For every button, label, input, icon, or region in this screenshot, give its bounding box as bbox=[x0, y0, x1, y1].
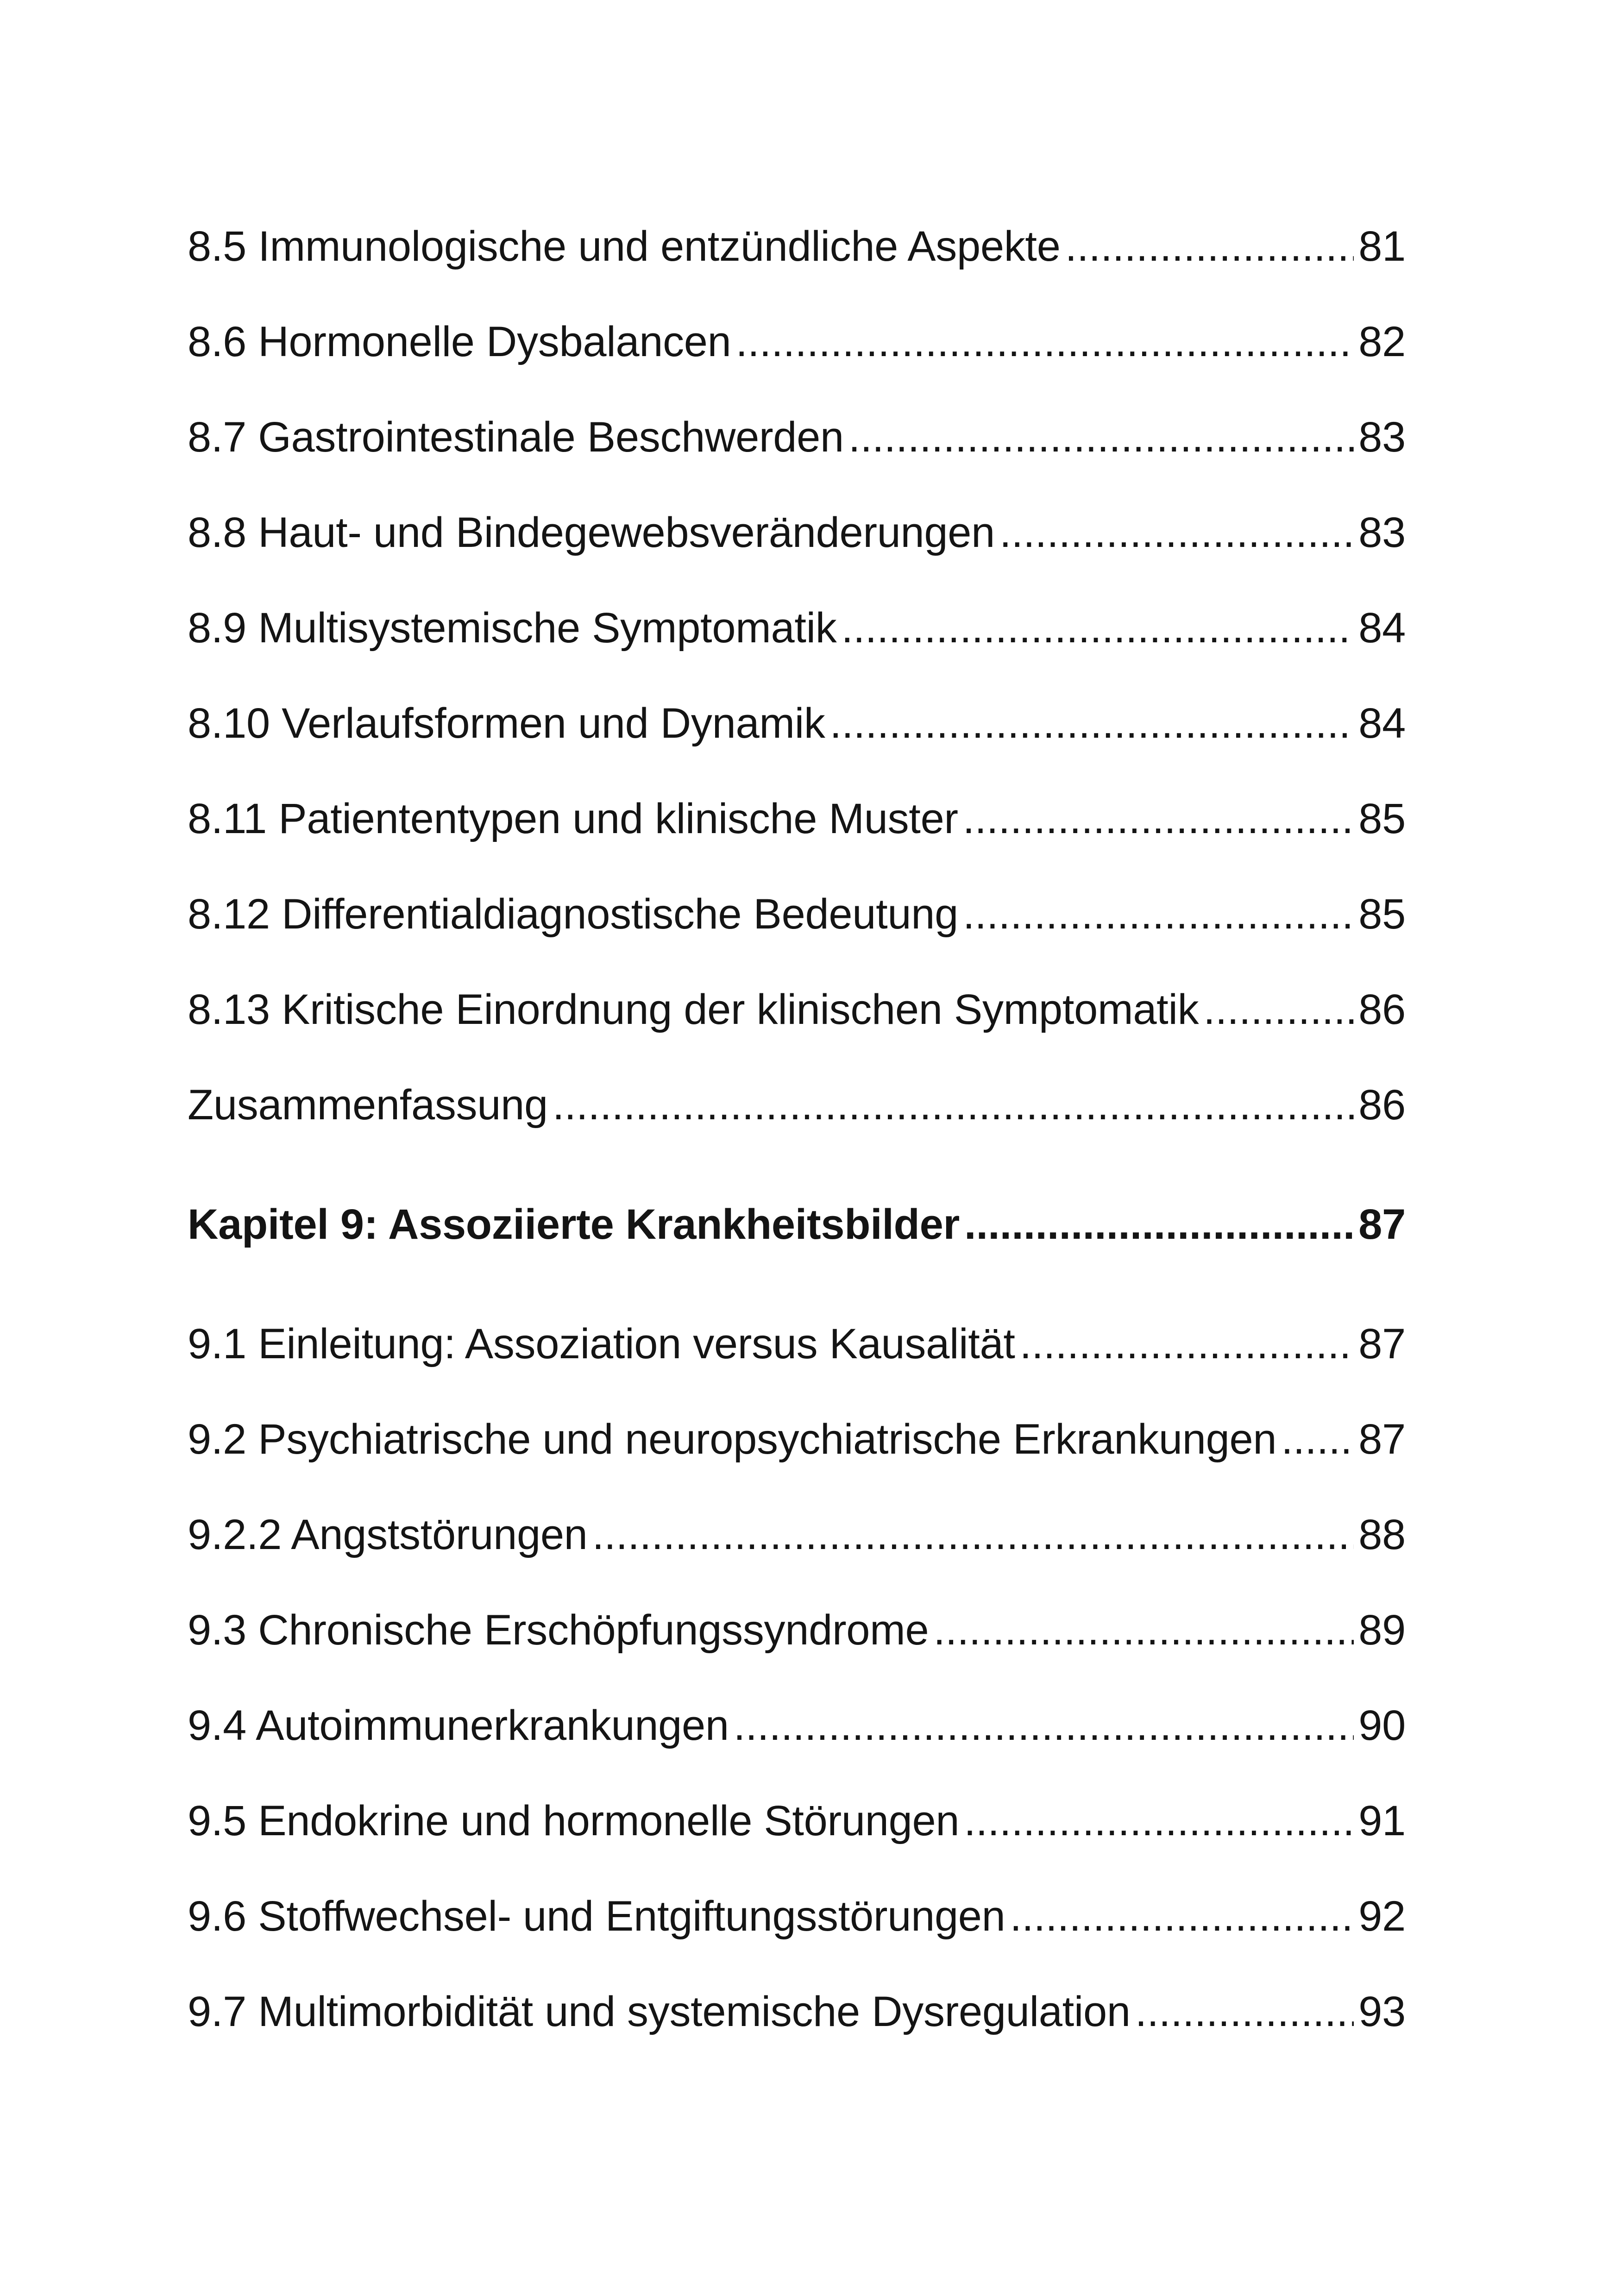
toc-entry-title: 8.9 Multisystemische Symptomatik bbox=[188, 604, 837, 652]
toc-dot-leader bbox=[963, 786, 1354, 851]
toc-dot-leader bbox=[1065, 214, 1354, 279]
toc-entry-page: 92 bbox=[1358, 1893, 1406, 1940]
toc-entry bbox=[188, 1884, 1406, 1949]
toc-dot-leader bbox=[842, 596, 1354, 660]
toc-entry-title: 8.12 Differentialdiagnostische Bedeutung bbox=[188, 891, 958, 938]
toc-entry-page: 88 bbox=[1358, 1511, 1406, 1558]
toc-entry-title: 9.6 Stoffwechsel- und Entgiftungsstörungen bbox=[188, 1893, 1005, 1940]
toc-entry-title: 8.6 Hormonelle Dysbalancen bbox=[188, 318, 731, 365]
toc-entry bbox=[188, 1073, 1406, 1137]
toc-dot-leader bbox=[553, 1073, 1354, 1137]
toc-dot-leader bbox=[736, 309, 1354, 374]
toc-entry-page: 85 bbox=[1358, 795, 1406, 842]
toc-dot-leader bbox=[964, 1192, 1354, 1257]
toc-entry-title: 9.5 Endokrine und hormonelle Störungen bbox=[188, 1797, 960, 1844]
toc-entry bbox=[188, 1788, 1406, 1853]
toc-entry-page: 91 bbox=[1358, 1797, 1406, 1844]
toc-entry-title: 8.7 Gastrointestinale Beschwerden bbox=[188, 414, 844, 461]
toc-entry-page: 84 bbox=[1358, 700, 1406, 747]
toc-entry-title: 8.10 Verlaufsformen und Dynamik bbox=[188, 700, 825, 747]
toc-dot-leader bbox=[964, 1788, 1354, 1853]
toc-entry-title: 9.7 Multimorbidität und systemische Dysregulation bbox=[188, 1988, 1131, 2035]
toc-dot-leader bbox=[592, 1502, 1354, 1567]
toc-entry bbox=[188, 691, 1406, 756]
toc-entry-title: 9.2.2 Angststörungen bbox=[188, 1511, 588, 1558]
toc-entry-title: Kapitel 9: Assoziierte Krankheitsbilder bbox=[188, 1201, 960, 1248]
toc-entry-page: 87 bbox=[1358, 1320, 1406, 1368]
toc-entry bbox=[188, 882, 1406, 947]
toc-entry bbox=[188, 500, 1406, 565]
toc-entry bbox=[188, 309, 1406, 374]
toc-entry bbox=[188, 977, 1406, 1042]
toc-entry bbox=[188, 596, 1406, 660]
toc-dot-leader bbox=[1281, 1407, 1354, 1472]
toc-dot-leader bbox=[1203, 977, 1354, 1042]
toc-dot-leader bbox=[848, 405, 1354, 470]
toc-entry-page: 83 bbox=[1358, 414, 1406, 461]
toc-entry-title: 8.13 Kritische Einordnung der klinischen Symptomatik bbox=[188, 986, 1199, 1033]
toc-dot-leader bbox=[1135, 1979, 1354, 2044]
toc-entry bbox=[188, 1311, 1406, 1376]
toc-entry-title: 9.3 Chronische Erschöpfungssyndrome bbox=[188, 1606, 929, 1654]
toc-entry-page: 83 bbox=[1358, 509, 1406, 556]
toc-entry-page: 87 bbox=[1358, 1416, 1406, 1463]
toc-entry bbox=[188, 1598, 1406, 1662]
toc-dot-leader bbox=[1010, 1884, 1354, 1949]
toc-dot-leader bbox=[830, 691, 1354, 756]
toc-entry-page: 86 bbox=[1358, 986, 1406, 1033]
toc-entry-title: 8.5 Immunologische und entzündliche Aspekte bbox=[188, 223, 1061, 270]
toc-entry bbox=[188, 786, 1406, 851]
toc-dot-leader bbox=[1020, 1311, 1354, 1376]
toc-entry bbox=[188, 1407, 1406, 1472]
toc-entry-title: 9.2 Psychiatrische und neuropsychiatrische Erkrankungen bbox=[188, 1416, 1277, 1463]
toc-dot-leader bbox=[999, 500, 1354, 565]
toc-entry-page: 84 bbox=[1358, 604, 1406, 652]
toc-entry bbox=[188, 405, 1406, 470]
toc-dot-leader bbox=[963, 882, 1354, 947]
toc-entry-page: 90 bbox=[1358, 1702, 1406, 1749]
toc-chapter-heading bbox=[188, 1192, 1406, 1257]
toc-entry-title: 8.8 Haut- und Bindegewebsveränderungen bbox=[188, 509, 995, 556]
toc-entry-page: 86 bbox=[1358, 1081, 1406, 1129]
table-of-contents bbox=[188, 0, 1406, 2296]
toc-entry bbox=[188, 1502, 1406, 1567]
toc-entry-title: Zusammenfassung bbox=[188, 1081, 548, 1129]
toc-entry-page: 87 bbox=[1358, 1201, 1406, 1248]
toc-entry-page: 81 bbox=[1358, 223, 1406, 270]
toc-entry-page: 89 bbox=[1358, 1606, 1406, 1654]
toc-entry-title: 9.1 Einleitung: Assoziation versus Kausalität bbox=[188, 1320, 1015, 1368]
toc-entry bbox=[188, 1979, 1406, 2044]
toc-entry-title: 9.4 Autoimmunerkrankungen bbox=[188, 1702, 729, 1749]
toc-entry bbox=[188, 1693, 1406, 1758]
toc-entry-page: 85 bbox=[1358, 891, 1406, 938]
toc-dot-leader bbox=[734, 1693, 1354, 1758]
toc-entry-page: 82 bbox=[1358, 318, 1406, 365]
toc-entry bbox=[188, 214, 1406, 279]
toc-dot-leader bbox=[933, 1598, 1354, 1662]
toc-entry-title: 8.11 Patiententypen und klinische Muster bbox=[188, 795, 958, 842]
toc-entry-page: 93 bbox=[1358, 1988, 1406, 2035]
